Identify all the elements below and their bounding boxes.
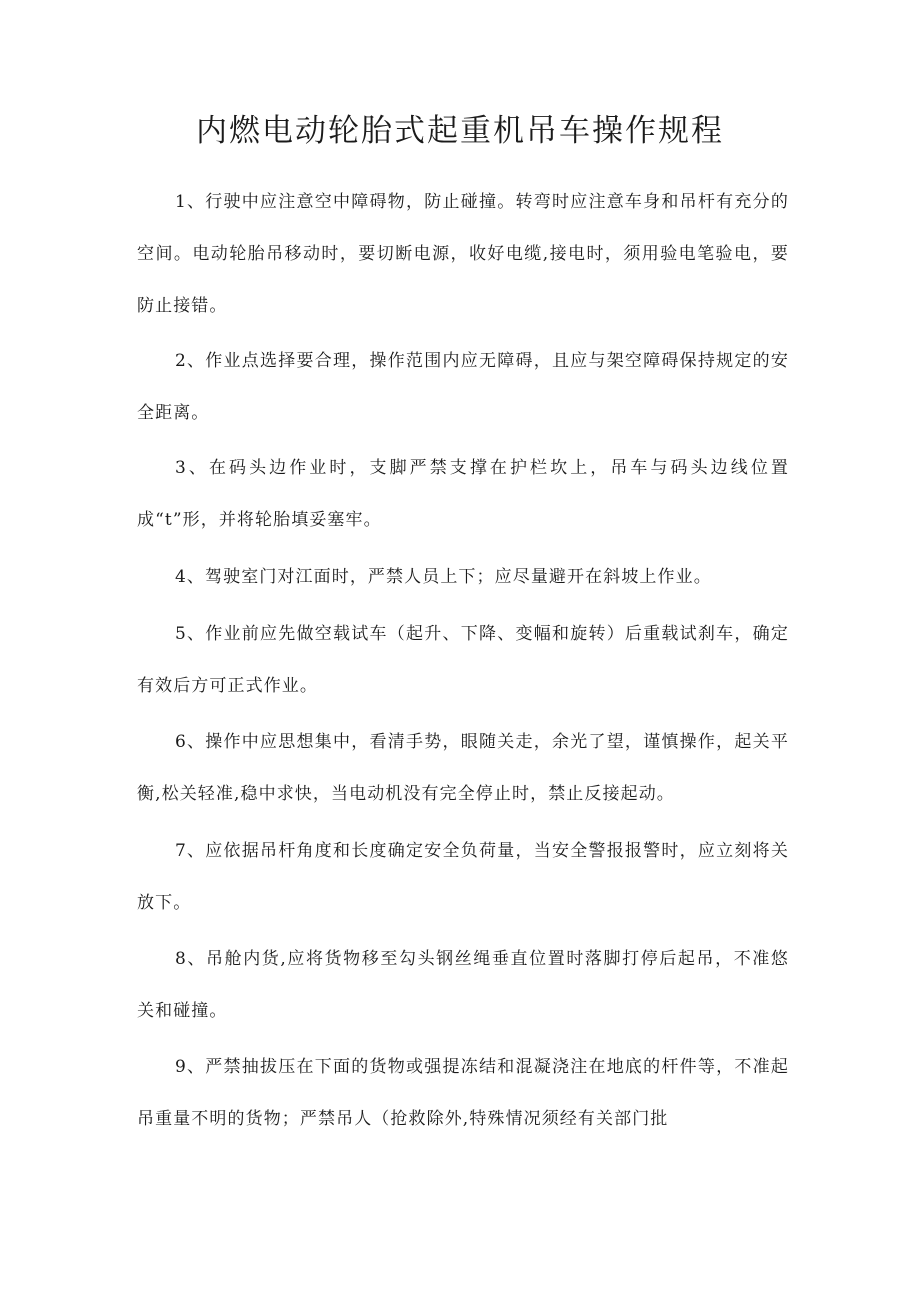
rule-paragraph-2: 2、作业点选择要合理，操作范围内应无障碍，且应与架空障碍保持规定的安全距离。 — [137, 351, 789, 423]
rule-paragraph-7: 7、应依据吊杆角度和长度确定安全负荷量，当安全警报报警时，应立刻将关放下。 — [137, 841, 789, 913]
rule-paragraph-1: 1、行驶中应注意空中障碍物，防止碰撞。转弯时应注意车身和吊杆有充分的空间。电动轮胎吊移动时，要切断电源，收好电缆,接电时，须用验电笔验电，要防止接错。 — [137, 192, 789, 316]
rule-paragraph-3: 3、在码头边作业时，支脚严禁支撑在护栏坎上，吊车与码头边线位置成“t”形，并将轮胎填妥塞牢。 — [137, 458, 789, 530]
rule-paragraph-6: 6、操作中应思想集中，看清手势，眼随关走，余光了望，谨慎操作，起关平衡,松关轻准,稳中求快，当电动机没有完全停止时，禁止反接起动。 — [137, 732, 789, 804]
rule-paragraph-8: 8、吊舱内货,应将货物移至勾头钢丝绳垂直位置时落脚打停后起吊，不准悠关和碰撞。 — [137, 949, 789, 1021]
rule-paragraph-9: 9、严禁抽拔压在下面的货物或强提冻结和混凝浇注在地底的杆件等，不准起吊重量不明的货物；严禁吊人（抢救除外,特殊情况须经有关部门批 — [137, 1057, 789, 1129]
rule-paragraph-4: 4、驾驶室门对江面时，严禁人员上下；应尽量避开在斜坡上作业。 — [175, 567, 712, 587]
rule-paragraph-5: 5、作业前应先做空载试车（起升、下降、变幅和旋转）后重载试刹车，确定有效后方可正式作业。 — [137, 624, 789, 696]
document-title: 内燃电动轮胎式起重机吊车操作规程 — [196, 113, 724, 149]
